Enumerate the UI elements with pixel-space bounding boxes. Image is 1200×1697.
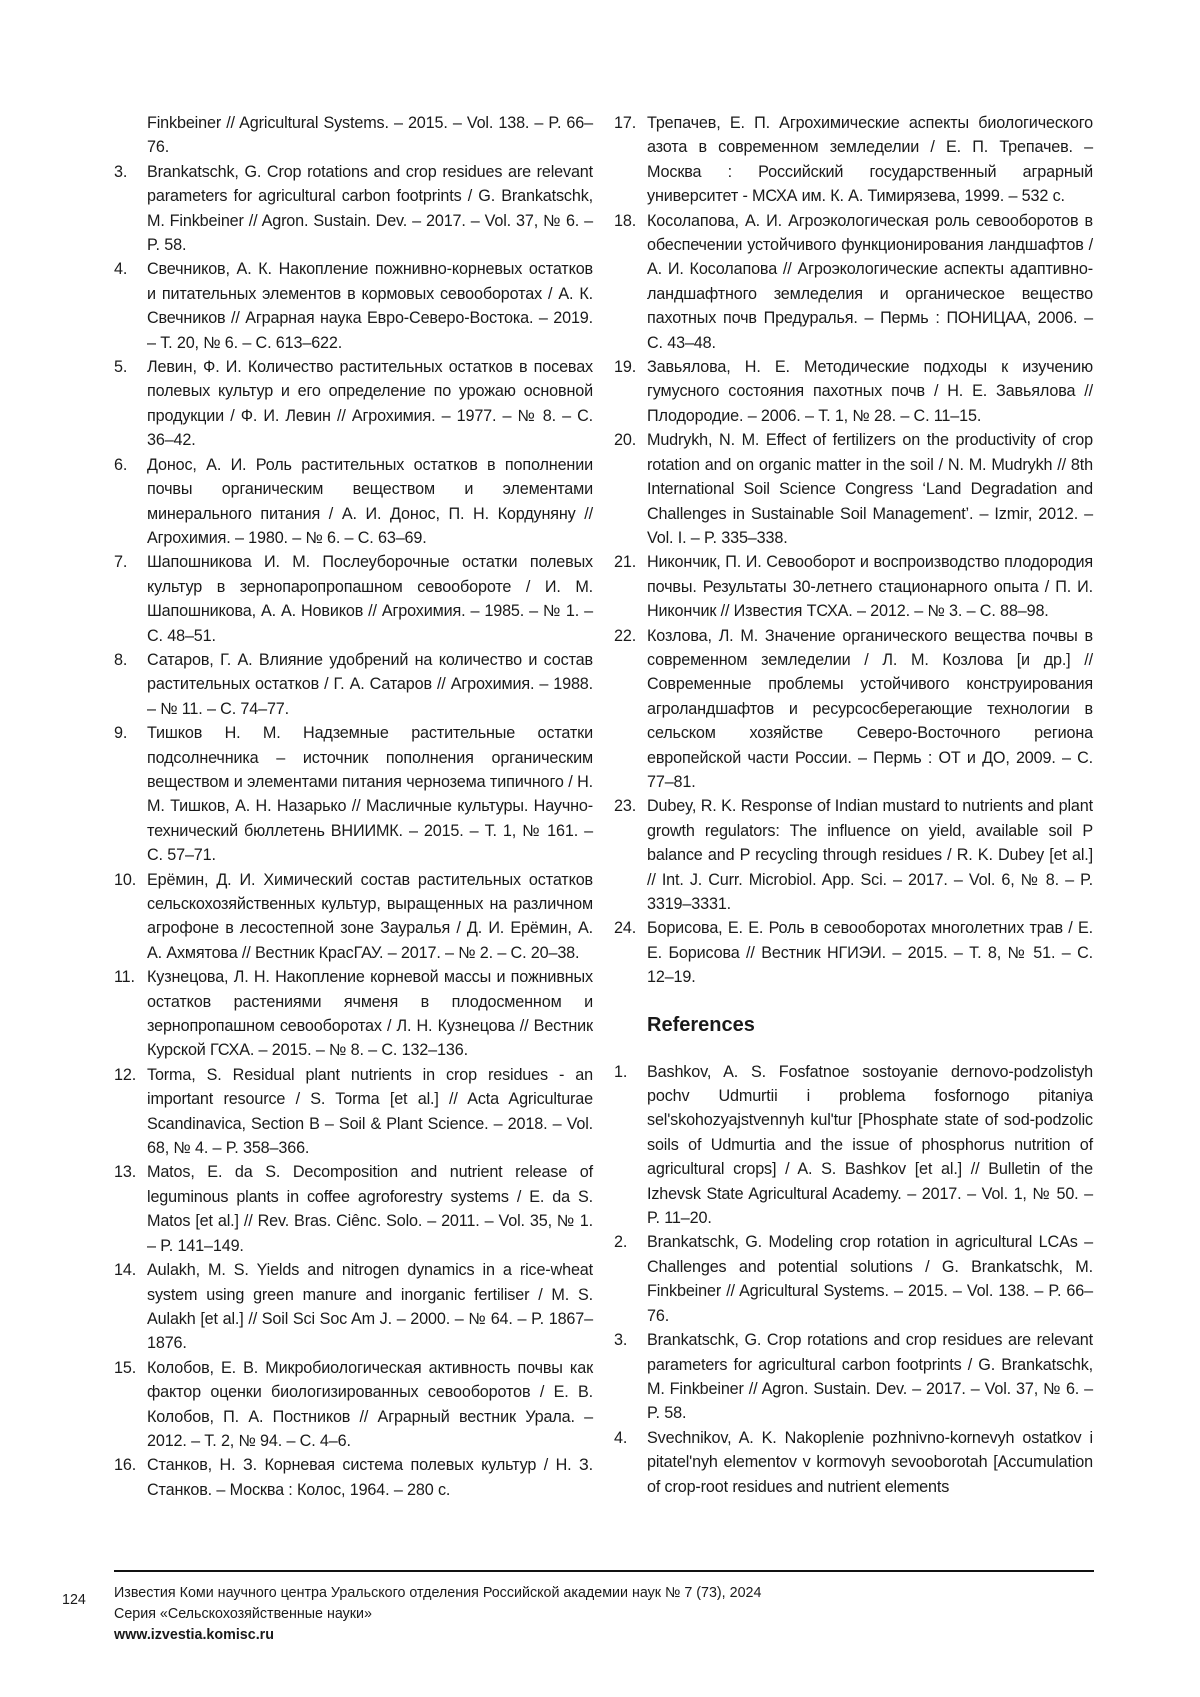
reference-text: Brankatschk, G. Crop rotations and crop residues are relevant parameters for agricultural carbon footprints / G. Brankatschk, M. Finkbeiner // Agron. Sustain. Dev. – 2017. – Vol. 37, № 6. – P. 58. [647,1331,1093,1423]
page-number: 124 [62,1592,86,1608]
reference-number: 24. [614,919,637,938]
reference-text: Косолапова, А. И. Агроэкологическая роль севооборотов в обеспечении устойчивого функционирования ландшафтов / А. И. Косолапова // Агроэкологические аспекты адаптивно-ландшафтного земледелия и органическое вещество пахотных почв Предуралья. – Пермь : ПОНИЦАА, 2006. – С. 43–48. [647,211,1093,352]
reference-item [614,428,1093,550]
reference-text: Козлова, Л. М. Значение органического вещества почвы в современном земледелии / Л. М. Козлова [и др.] // Современные проблемы устойчивого конструирования агроландшафтов и ресурсосберегающие технологии в сельском хозяйстве Северо-Восточного региона европейской части России. – Пермь : ОТ и ДО, 2009. – С. 77–81. [647,626,1093,791]
english-reference-list [614,1060,1093,1499]
reference-number: 10. [114,870,137,889]
reference-item [614,916,1093,989]
reference-number: 5. [114,358,128,377]
reference-item [114,160,593,258]
reference-number: 1. [614,1062,628,1081]
reference-item [614,355,1093,428]
reference-text: Тишков Н. М. Надземные растительные остатки подсолнечника – источник пополнения органическим веществом и элементами питания чернозема типичного / Н. М. Тишков, А. Н. Назарько // Масличные культуры. Научно-технический бюллетень ВНИИМК. – 2015. – Т. 1, № 161. – С. 57–71. [147,724,593,865]
reference-number: 19. [614,358,637,377]
reference-item [614,1328,1093,1426]
reference-number: 14. [114,1261,137,1280]
reference-number: 15. [114,1358,137,1377]
reference-item [614,794,1093,916]
reference-item [614,209,1093,355]
reference-number: 22. [614,626,637,645]
reference-text: Свечников, А. К. Накопление пожнивно-корневых остатков и питательных элементов в кормовых севооборотах / А. К. Свечников // Аграрная наука Евро-Северо-Востока. – 2019. – Т. 20, № 6. – С. 613–622. [147,260,593,352]
reference-item [614,624,1093,795]
reference-number: 12. [114,1065,137,1084]
reference-text: Трепачев, Е. П. Агрохимические аспекты биологического азота в современном земледелии / Е. П. Трепачев. – Москва : Российский государственный аграрный университет - МСХА им. К. А. Тимирязева, 1999. – 532 с. [647,114,1093,206]
reference-item [114,965,593,1063]
reference-text: Левин, Ф. И. Количество растительных остатков в посевах полевых культур и его определение по урожаю основной продукции / Ф. И. Левин // Агрохимия. – 1977. – № 8. – С. 36–42. [147,358,593,450]
reference-text: Aulakh, M. S. Yields and nitrogen dynamics in a rice-wheat system using green manure and inorganic fertiliser / M. S. Aulakh [et al.] // Soil Sci Soc Am J. – 2000. – № 64. – P. 1867–1876. [147,1261,593,1353]
journal-footer [114,1583,761,1646]
reference-number: 16. [114,1456,137,1475]
reference-item [114,1453,593,1502]
reference-item [114,868,593,966]
reference-number: 17. [614,114,637,132]
reference-number: 6. [114,455,128,474]
reference-text: Донос, А. И. Роль растительных остатков в пополнении почвы органическим веществом и элементами минерального питания / А. И. Донос, П. Н. Кордуняну // Агрохимия. – 1980. – № 6. – С. 63–69. [147,455,593,547]
journal-title: Известия Коми научного центра Уральского отделения Российской академии наук № 7 (73), 2024 [114,1585,762,1601]
reference-number: 20. [614,431,637,450]
footer-divider [114,1570,1094,1572]
reference-text: Matos, E. da S. Decomposition and nutrient release of leguminous plants in coffee agroforestry systems / E. da S. Matos [et al.] // Rev. Bras. Ciênc. Solo. – 2011. – Vol. 35, № 1. – P. 141–149. [147,1163,593,1255]
reference-item [114,648,593,721]
reference-text: Ерёмин, Д. И. Химический состав растительных остатков сельскохозяйственных культур, выращенных на различном агрофоне в лесостепной зоне Зауралья / Д. И. Ерёмин, А. А. Ахмятова // Вестник КрасГАУ. – 2017. – № 2. – С. 20–38. [147,870,593,962]
reference-number: 21. [614,553,637,572]
journal-series: Серия «Сельскохозяйственные науки» [114,1606,372,1622]
reference-text: Сатаров, Г. А. Влияние удобрений на количество и состав растительных остатков / Г. А. Сатаров // Агрохимия. – 1988. – № 11. – С. 74–77. [147,650,593,718]
reference-item [114,1160,593,1258]
reference-continuation: Finkbeiner // Agricultural Systems. – 2015. – Vol. 138. – P. 66–76. [147,114,593,157]
reference-text: Brankatschk, G. Modeling crop rotation in agricultural LCAs – Challenges and potential solutions / G. Brankatschk, M. Finkbeiner // Agricultural Systems. – 2015. – Vol. 138. – P. 66–76. [647,1233,1093,1325]
reference-list [114,160,593,1502]
reference-text: Станков, Н. З. Корневая система полевых культур / Н. З. Станков. – Москва : Колос, 1964. – 280 с. [147,1456,593,1499]
reference-text: Svechnikov, A. K. Nakoplenie pozhnivno-kornevyh ostatkov i pitatel'nyh elementov v kormovyh sevooborotah [Accumulation of crop-root residues and nutrient elements [647,1428,1093,1496]
reference-text: Dubey, R. K. Response of Indian mustard to nutrients and plant growth regulators: The influence on yield, available soil P balance and P recycling through residues / R. K. Dubey [et al.] // Int. J. Curr. Microbiol. App. Sci. – 2017. – Vol. 6, № 8. – P. 3319–3331. [647,797,1093,913]
left-column [114,111,593,1502]
reference-item [614,1426,1093,1499]
reference-number: 13. [114,1163,137,1182]
reference-number: 11. [114,968,135,987]
reference-item [114,355,593,453]
reference-item [114,721,593,867]
reference-text: Bashkov, A. S. Fosfatnoe sostoyanie dernovo-podzolistyh pochv Udmurtii i problema fosfornogo pitaniya sel'skohozyajstvennyh kul'tur [Phosphate state of sod-podzolic soils of Udmurtia and the issue of phosphorus nutrition of agricultural crops] / A. S. Bashkov [et al.] // Bulletin of the Izhevsk State Agricultural Academy. – 2017. – Vol. 1, № 50. – P. 11–20. [647,1062,1093,1228]
reference-item [114,1258,593,1356]
reference-number: 3. [614,1331,628,1350]
reference-item [614,1060,1093,1231]
reference-item [614,111,1093,209]
reference-item [114,550,593,648]
reference-item [614,1230,1093,1328]
reference-text: Завьялова, Н. Е. Методические подходы к изучению гумусного состояния пахотных почв / Н. Е. Завьялова // Плодородие. – 2006. – Т. 1, № 28. – С. 11–15. [647,358,1093,425]
journal-url[interactable]: www.izvestia.komisc.ru [114,1627,274,1643]
right-column [614,111,1093,1499]
reference-text: Torma, S. Residual plant nutrients in crop residues - an important resource / S. Torma [et al.] // Acta Agriculturae Scandinavica, Section B – Soil & Plant Science. – 2018. – Vol. 68, № 4. – P. 358–366. [147,1065,593,1158]
reference-text: Кузнецова, Л. Н. Накопление корневой массы и пожнивных остатков растениями ячменя в плодосменном и зернопропашном севооборотах / Л. Н. Кузнецова // Вестник Курской ГСХА. – 2015. – № 8. – С. 132–136. [147,968,593,1060]
reference-number: 18. [614,211,637,230]
reference-text: Шапошникова И. М. Послеуборочные остатки полевых культур в зернопаропропашном севообороте / И. М. Шапошникова, А. А. Новиков // Агрохимия. – 1985. – № 1. – С. 48–51. [147,553,593,645]
reference-number: 2. [614,1233,628,1252]
reference-item [114,257,593,355]
reference-item [614,550,1093,623]
reference-text: Brankatschk, G. Crop rotations and crop residues are relevant parameters for agricultural carbon footprints / G. Brankatschk, M. Finkbeiner // Agron. Sustain. Dev. – 2017. – Vol. 37, № 6. – P. 58. [147,162,593,255]
reference-text: Никончик, П. И. Севооборот и воспроизводство плодородия почвы. Результаты 30-летнего стационарного опыта / П. И. Никончик // Известия ТСХА. – 2012. – № 3. – С. 88–98. [647,553,1093,621]
reference-text: Борисова, Е. Е. Роль в севооборотах многолетних трав / Е. Е. Борисова // Вестник НГИЭИ. – 2015. – Т. 8, № 51. – С. 12–19. [647,919,1093,987]
reference-text: Mudrykh, N. M. Effect of fertilizers on the productivity of crop rotation and on organic matter in the soil / N. M. Mudrykh // 8th International Soil Science Congress ‘Land Degradation and Challenges in Sustainable Soil Management’. – Izmir, 2012. – Vol. I. – P. 335–338. [647,431,1093,547]
reference-number: 3. [114,162,128,181]
reference-number: 4. [614,1428,628,1447]
reference-number: 4. [114,260,128,279]
reference-item [114,1063,593,1161]
reference-list [614,111,1093,990]
reference-number: 7. [114,553,128,572]
reference-number: 23. [614,797,637,816]
reference-number: 9. [114,724,128,743]
reference-text: Колобов, Е. В. Микробиологическая активность почвы как фактор оценки биологизированных севооборотов / Е. В. Колобов, П. А. Постников // Аграрный вестник Урала. – 2012. – Т. 2, № 94. – С. 4–6. [147,1358,593,1450]
reference-number: 8. [114,650,128,669]
reference-item [114,453,593,551]
references-heading: References [647,1013,755,1036]
reference-item [114,1356,593,1454]
